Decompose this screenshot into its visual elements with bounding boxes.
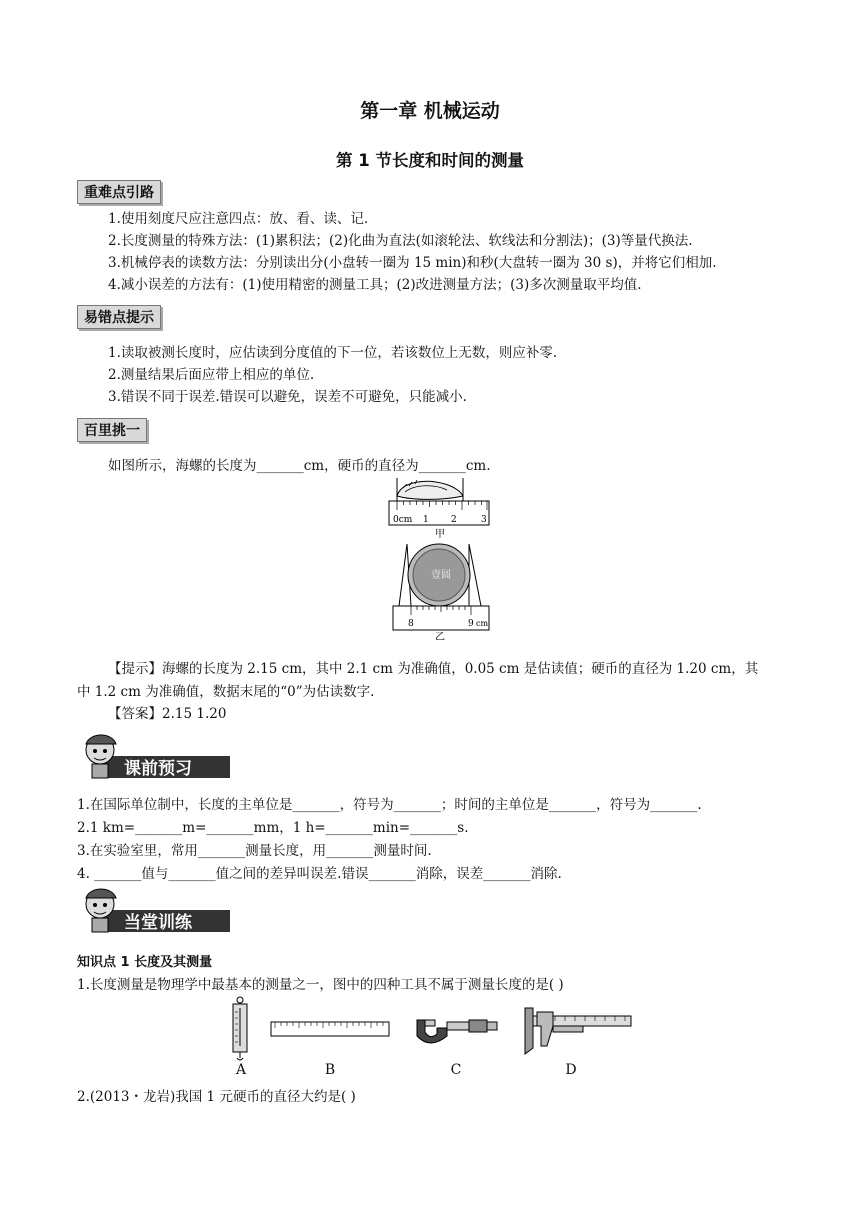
- key-point-item: 2.长度测量的特殊方法：(1)累积法；(2)化曲为直法(如滚轮法、软线法和分割法)；(3)等量代换法.: [108, 233, 693, 249]
- practice-banner: [72, 884, 232, 934]
- key-points-tag: 重难点引路: [77, 180, 161, 204]
- hint-line-2: 中 1.2 cm 为准确值，数据末尾的“0”为估读数字.: [77, 684, 375, 700]
- ruler-a: [389, 501, 489, 525]
- hint-line-1: 【提示】海螺的长度为 2.15 cm，其中 2.1 cm 为准确值，0.05 cm 是估读值；硬币的直径为 1.20 cm，其: [108, 661, 759, 677]
- mistake-item: 2.测量结果后面应带上相应的单位.: [108, 367, 315, 383]
- section-title: 第 1 节长度和时间的测量: [336, 151, 524, 170]
- option-a-label: A: [235, 1062, 247, 1078]
- preview-banner-text: 课前预习: [124, 759, 192, 779]
- ruler-a-label-2: 2: [451, 515, 457, 525]
- preview-item: 2.1 km=_______m=_______mm，1 h=_______min=_______s.: [77, 820, 469, 836]
- option-b-label: B: [324, 1062, 336, 1078]
- preview-item: 3.在实验室里，常用_______测量长度，用_______测量时间.: [77, 843, 432, 859]
- chapter-title: 第一章 机械运动: [360, 100, 500, 122]
- preview-item: 1.在国际单位制中，长度的主单位是_______，符号为_______；时间的主单位是_______，符号为_______.: [77, 797, 702, 813]
- option-c-label: C: [450, 1062, 462, 1078]
- tools-figure: [225, 996, 635, 1062]
- preview-banner: [72, 730, 232, 780]
- knowledge-point-title: 知识点 1 长度及其测量: [77, 955, 213, 970]
- example-question: 如图所示，海螺的长度为_______cm，硬币的直径为_______cm.: [108, 458, 491, 474]
- preview-item: 4. _______值与_______值之间的差异叫误差.错误_______消除，误差_______消除.: [77, 866, 562, 882]
- coin-icon: [399, 544, 481, 606]
- mascot-icon: [72, 884, 232, 936]
- ruler-a-label-3: 3: [481, 515, 487, 525]
- example-tag: 百里挑一: [77, 418, 147, 442]
- practice-banner-text: 当堂训练: [124, 913, 192, 933]
- key-point-item: 3.机械停表的读数方法：分别读出分(小盘转一圈为 15 min)和秒(大盘转一圈为 30 s)，并将它们相加.: [108, 255, 717, 271]
- key-point-item: 4.减小误差的方法有：(1)使用精密的测量工具；(2)改进测量方法；(3)多次测量取平均值.: [108, 277, 642, 293]
- ruler-b-label-0: 8: [408, 619, 414, 629]
- ruler-a-label-0: 0cm: [393, 515, 413, 525]
- ruler-b-label-2: cm: [476, 619, 489, 628]
- ruler-icon: [271, 1022, 389, 1036]
- key-point-item: 1.使用刻度尺应注意四点：放、看、读、记.: [108, 211, 369, 227]
- question-1: 1.长度测量是物理学中最基本的测量之一，图中的四种工具不属于测量长度的是( ): [77, 977, 564, 993]
- mascot-icon: [72, 730, 232, 782]
- spring-scale-icon: [233, 997, 247, 1060]
- figure-label-a: 甲: [435, 529, 445, 540]
- svg-text:壹圆: 壹圆: [431, 570, 451, 581]
- answer-line: 【答案】2.15 1.20: [108, 706, 227, 722]
- option-d-label: D: [565, 1062, 577, 1078]
- shell-icon: [397, 478, 463, 504]
- ruler-a-label-1: 1: [423, 515, 429, 525]
- micrometer-icon: [417, 1020, 497, 1043]
- question-2: 2.(2013・龙岩)我国 1 元硬币的直径大约是( ): [77, 1089, 356, 1105]
- ruler-b-label-1: 9: [468, 619, 474, 629]
- mistake-item: 3.错误不同于误差.错误可以避免，误差不可避免，只能减小.: [108, 389, 467, 405]
- vernier-caliper-icon: [525, 1008, 631, 1054]
- common-mistakes-tag: 易错点提示: [77, 305, 161, 329]
- measurement-figure: [385, 474, 495, 640]
- mistake-item: 1.读取被测长度时，应估读到分度值的下一位，若该数位上无数，则应补零.: [108, 345, 558, 361]
- ruler-b: [393, 606, 489, 630]
- figure-label-b: 乙: [435, 632, 445, 640]
